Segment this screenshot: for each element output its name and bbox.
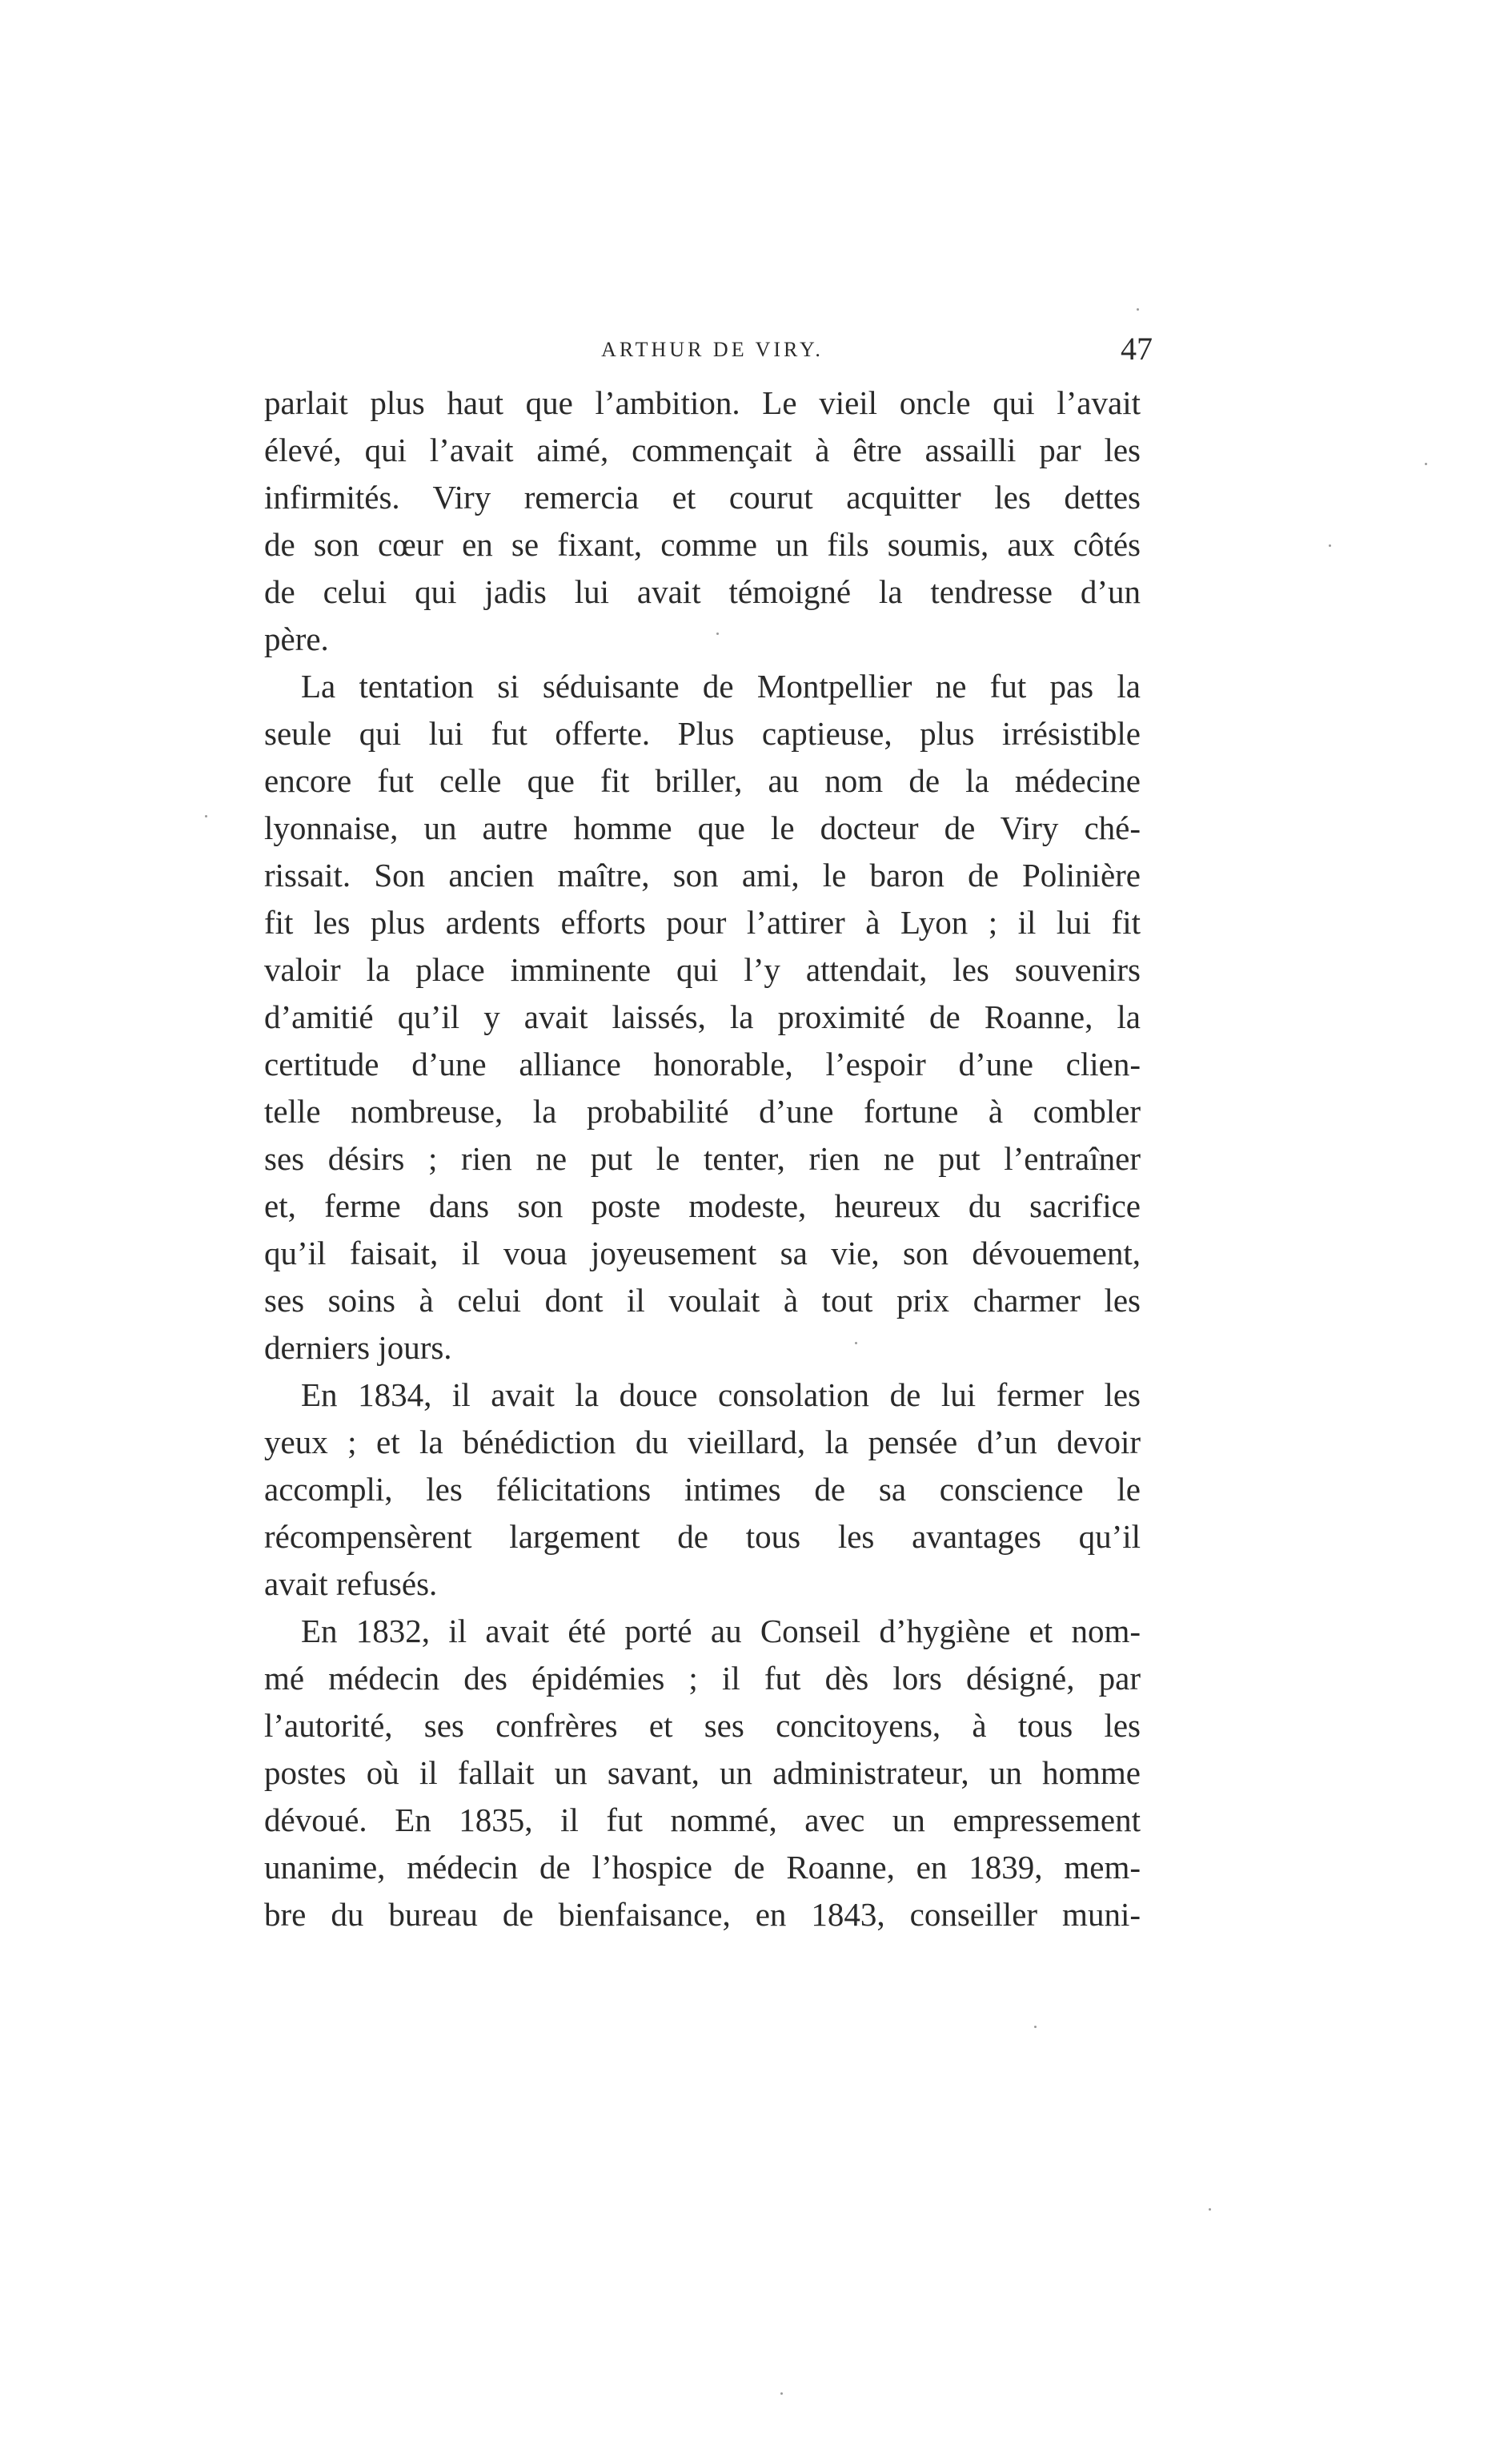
- paper-speck: [716, 633, 719, 635]
- body-text: [264, 380, 1141, 1938]
- text-line: avait refusés.: [264, 1565, 438, 1602]
- text-line: ses désirs ; rien ne put le tenter, rien ne put l’entraîner: [264, 1140, 1141, 1177]
- text-line: rissait. Son ancien maître, son ami, le baron de Polinière: [264, 857, 1141, 894]
- text-line: récompensèrent largement de tous les avantages qu’il: [264, 1518, 1141, 1555]
- text-line: derniers jours.: [264, 1329, 452, 1366]
- text-line: l’autorité, ses confrères et ses concitoyens, à tous les: [264, 1707, 1141, 1744]
- paper-speck: [1137, 308, 1139, 311]
- text-line: yeux ; et la bénédiction du vieillard, la pensée d’un devoir: [264, 1424, 1141, 1460]
- text-line: certitude d’une alliance honorable, l’espoir d’une clien-: [264, 1046, 1141, 1082]
- text-line: d’amitié qu’il y avait laissés, la proximité de Roanne, la: [264, 998, 1141, 1035]
- text-line: de son cœur en se fixant, comme un fils soumis, aux côtés: [264, 526, 1141, 563]
- text-line: infirmités. Viry remercia et courut acquitter les dettes: [264, 479, 1141, 516]
- paper-speck: [1209, 2208, 1211, 2211]
- paper-speck: [1425, 463, 1427, 465]
- text-line: ses soins à celui dont il voulait à tout prix charmer les: [264, 1282, 1141, 1319]
- paper-speck: [1329, 544, 1331, 547]
- text-line: mé médecin des épidémies ; il fut dès lors désigné, par: [264, 1660, 1141, 1697]
- paper-speck: [855, 1342, 857, 1344]
- text-line: et, ferme dans son poste modeste, heureux du sacrifice: [264, 1187, 1141, 1224]
- text-line: La tentation si séduisante de Montpellier ne fut pas la: [301, 668, 1141, 705]
- paper-speck: [205, 815, 207, 817]
- text-line: valoir la place imminente qui l’y attendait, les souvenirs: [264, 951, 1141, 988]
- page-number: 47: [1121, 331, 1153, 367]
- text-line: dévoué. En 1835, il fut nommé, avec un empressement: [264, 1801, 1141, 1838]
- text-line: élevé, qui l’avait aimé, commençait à être assailli par les: [264, 432, 1141, 468]
- text-line: accompli, les félicitations intimes de sa conscience le: [264, 1471, 1141, 1508]
- text-line: encore fut celle que fit briller, au nom de la médecine: [264, 762, 1141, 799]
- text-line: fit les plus ardents efforts pour l’attirer à Lyon ; il lui fit: [264, 904, 1141, 941]
- text-line: lyonnaise, un autre homme que le docteur de Viry ché-: [264, 809, 1141, 846]
- text-line: de celui qui jadis lui avait témoigné la tendresse d’un: [264, 573, 1141, 610]
- text-line: En 1832, il avait été porté au Conseil d’hygiène et nom-: [301, 1613, 1141, 1649]
- text-line: En 1834, il avait la douce consolation de lui fermer les: [301, 1376, 1141, 1413]
- paper-speck: [1034, 2026, 1037, 2028]
- text-line: unanime, médecin de l’hospice de Roanne, en 1839, mem-: [264, 1849, 1141, 1886]
- text-line: qu’il faisait, il voua joyeusement sa vie, son dévouement,: [264, 1235, 1141, 1271]
- running-title: ARTHUR DE VIRY.: [601, 338, 824, 361]
- text-line: telle nombreuse, la probabilité d’une fortune à combler: [264, 1093, 1141, 1130]
- text-line: bre du bureau de bienfaisance, en 1843, conseiller muni-: [264, 1896, 1141, 1933]
- text-line: seule qui lui fut offerte. Plus captieuse, plus irrésistible: [264, 715, 1141, 752]
- text-line: postes où il fallait un savant, un administrateur, un homme: [264, 1754, 1141, 1791]
- running-head: [264, 330, 1161, 378]
- text-line: parlait plus haut que l’ambition. Le vieil oncle qui l’avait: [264, 384, 1141, 421]
- text-line: père.: [264, 621, 329, 657]
- paper-speck: [780, 2392, 783, 2395]
